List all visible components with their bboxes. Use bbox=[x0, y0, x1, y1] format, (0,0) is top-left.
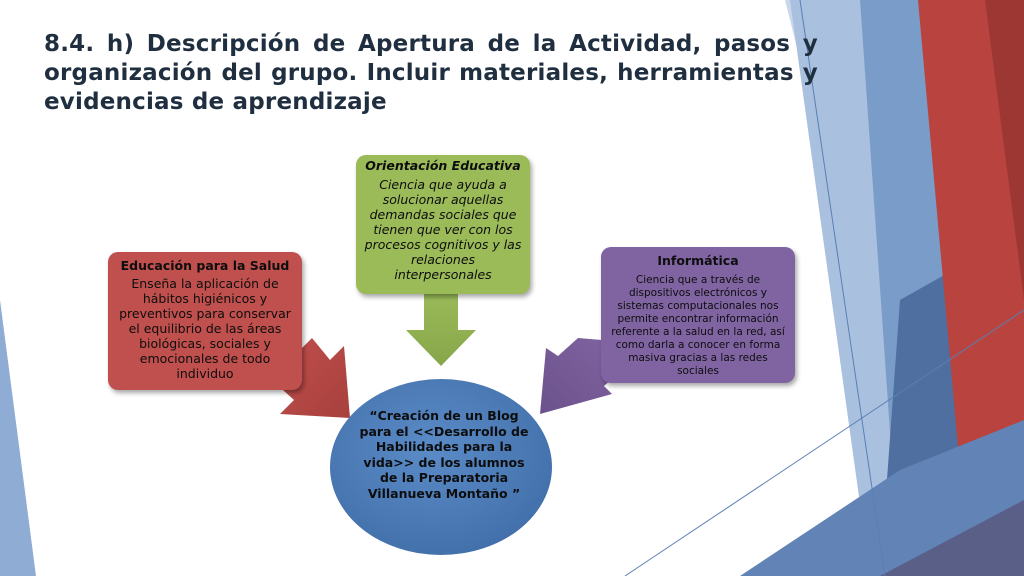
box-educacion-salud bbox=[108, 252, 302, 390]
box-informatica bbox=[601, 247, 795, 383]
center-ellipse-text: “Creación de un Blog para el <<Desarrollo de Habilidades para la vida>> de los alumnos de la Preparatoria Villanueva Montaño ” bbox=[359, 408, 529, 501]
box-orientacion-educativa-body: Ciencia que ayuda a solucionar aquellas demandas sociales que tienen que ver con los procesos cognitivos y las relaciones interpersonales bbox=[364, 177, 522, 282]
box-orientacion-educativa-heading: Orientación Educativa bbox=[365, 158, 521, 173]
box-informatica-heading: Informática bbox=[657, 253, 739, 268]
slide-title: 8.4. h) Descripción de Apertura de la Actividad, pasos y organización del grupo. Incluir materiales, herramientas y evidencias de aprendizaje bbox=[44, 31, 818, 115]
box-informatica-body: Ciencia que a través de dispositivos electrónicos y sistemas computacionales nos permite encontrar información referente a la salud en la red, así como darla a conocer en forma masiva gracias a las redes sociales bbox=[611, 274, 785, 377]
box-educacion-salud-heading: Educación para la Salud bbox=[120, 258, 290, 273]
arrow-orientation-to-center bbox=[406, 292, 476, 366]
box-educacion-salud-body: Enseña la aplicación de hábitos higiénicos y preventivos para conservar el equilibrio de las áreas biológicas, sociales y emocionales de todo individuo bbox=[119, 276, 291, 381]
box-orientacion-educativa bbox=[356, 155, 530, 294]
